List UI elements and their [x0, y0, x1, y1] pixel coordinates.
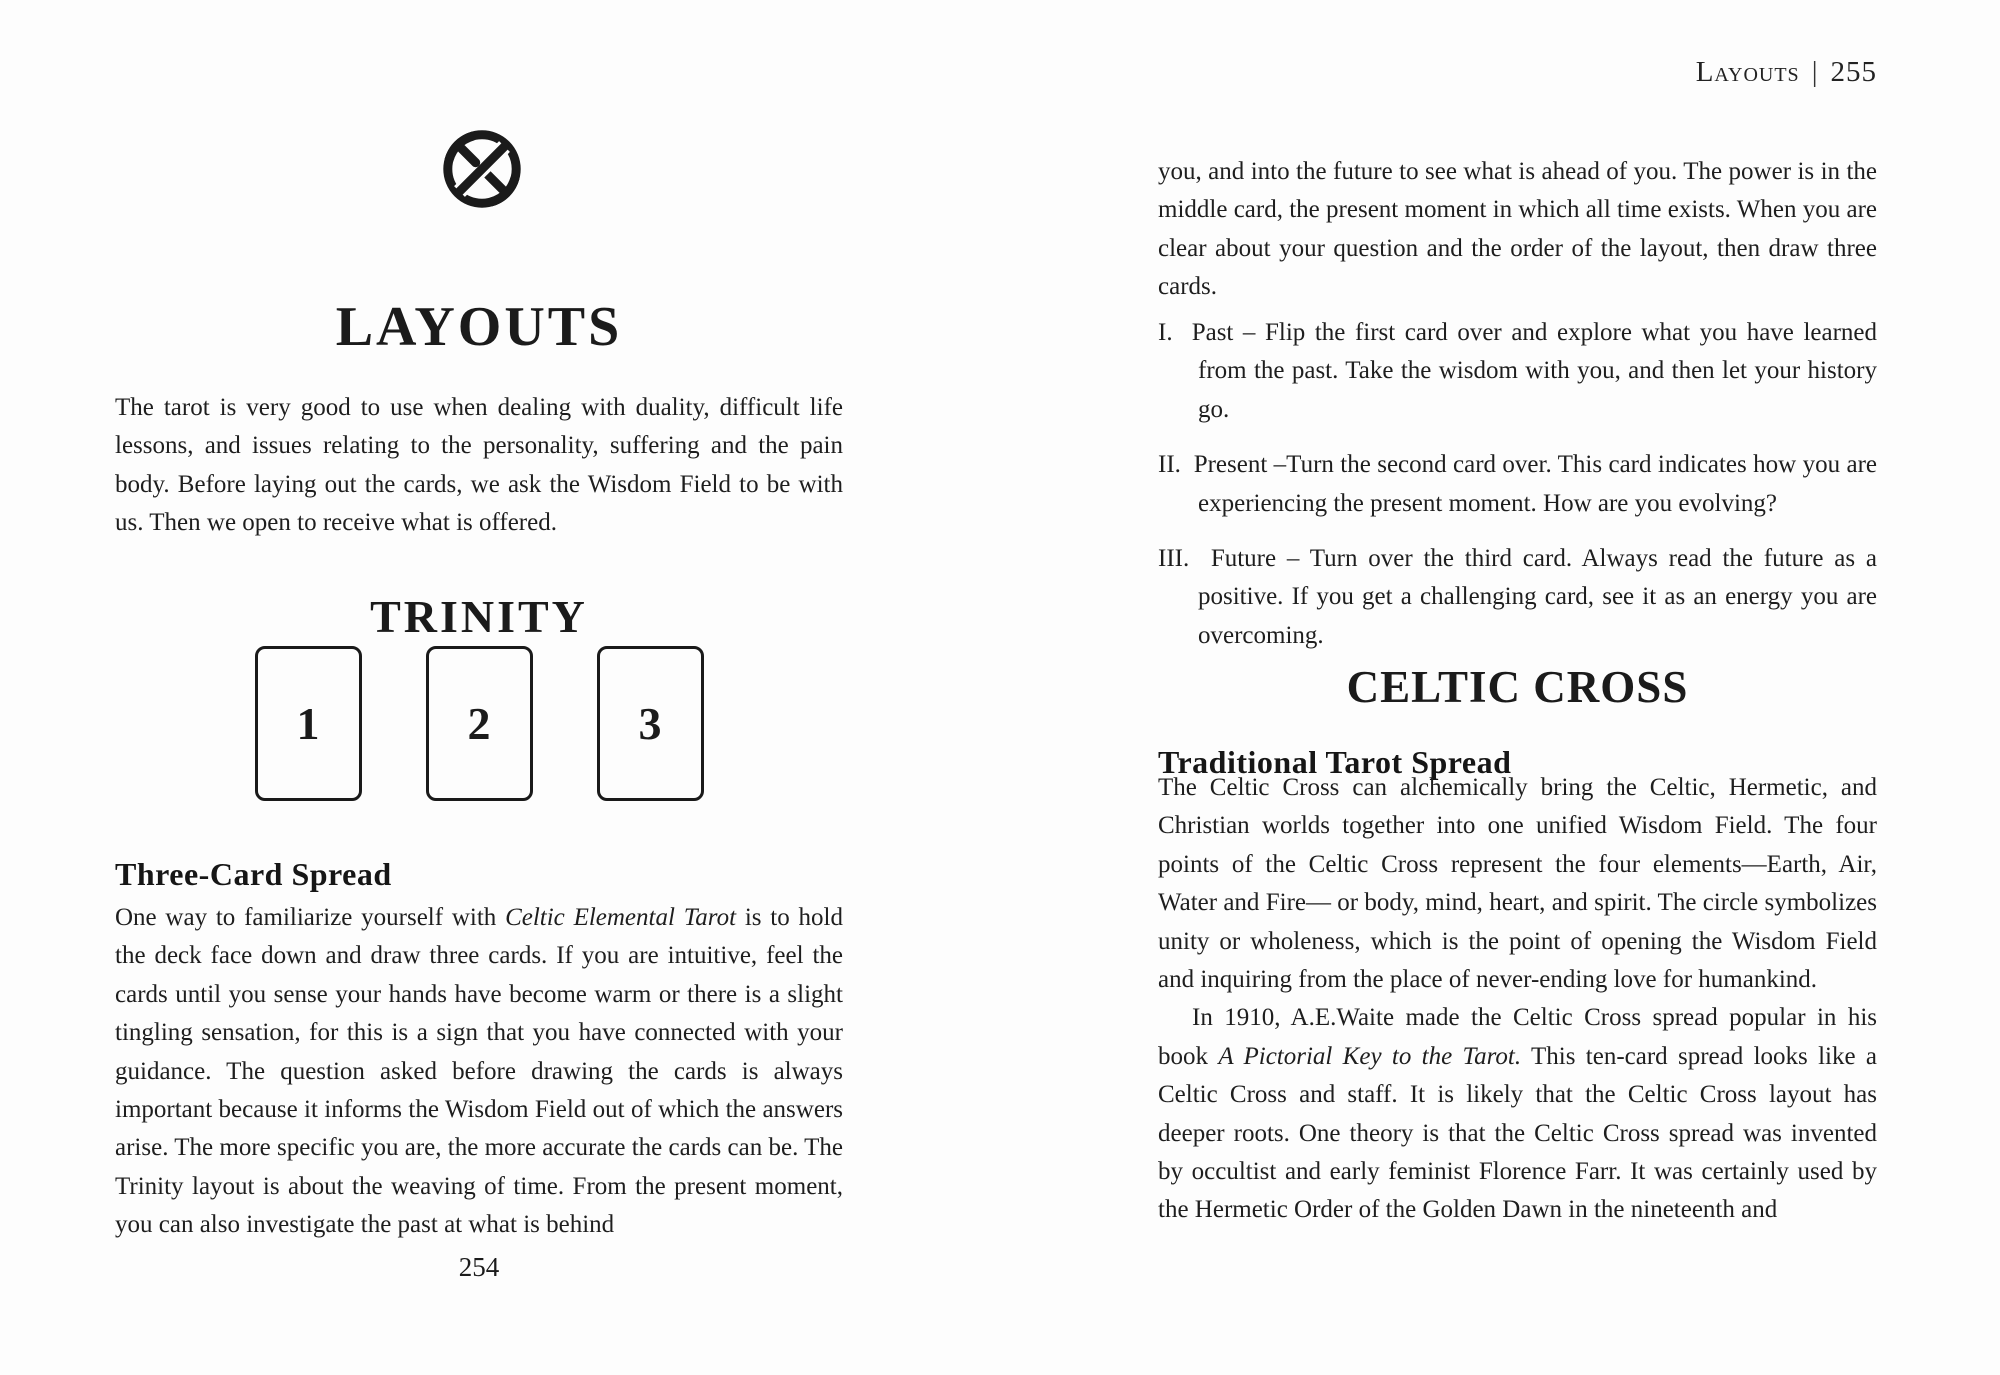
three-card-spread-subheading: Three-Card Spread — [115, 856, 392, 892]
celtic-cross-paragraph-1: The Celtic Cross can alchemically bring the Celtic, Hermetic, and Christian worlds together into one unified Wisdom Field. The four points of the Celtic Cross represent the four elements—Earth, Air, Water and Fire— or body, mind, heart, and spirit. The circle symbolizes unity or wholeness, which is the point of opening the Wisdom Field and inquiring from the place of never-ending love for humankind. — [1158, 774, 1877, 994]
chapter-title: LAYOUTS — [335, 295, 623, 358]
page-number-right: 255 — [1830, 56, 1877, 88]
list-item-future — [1158, 540, 1877, 655]
celtic-cross-heading: CELTIC CROSS — [1346, 662, 1689, 713]
page-number-left: 254 — [458, 1252, 500, 1282]
card-position-3 — [597, 646, 704, 801]
card-number: 1 — [296, 698, 320, 749]
list-text: Past – Flip the first card over and explore what you have learned from the past. Take the wisdom with you, and then let your history go. — [1191, 319, 1878, 423]
list-text: Future – Turn over the third card. Always read the future as a positive. If you get a challenging card, see it as an energy you are overcoming. — [1198, 545, 1877, 649]
list-numeral: I. — [1158, 319, 1173, 346]
card-position-2 — [426, 646, 533, 801]
continued-paragraph: you, and into the future to see what is ahead of you. The power is in the middle card, the present moment in which all time exists. When you are clear about your question and the order of the layout, then draw three cards. — [1158, 158, 1877, 301]
celtic-knot-icon — [437, 122, 527, 216]
list-text: Present –Turn the second card over. This card indicates how you are experiencing the present moment. How are you evolving? — [1193, 451, 1877, 517]
card-position-1 — [255, 646, 362, 801]
trinity-card-diagram — [115, 646, 843, 801]
running-head-title: Layouts — [1695, 56, 1800, 88]
card-number: 3 — [638, 698, 662, 749]
list-item-past — [1158, 314, 1877, 429]
trinity-heading: TRINITY — [370, 591, 588, 643]
running-head — [1158, 56, 1877, 89]
traditional-tarot-spread-subheading: Traditional Tarot Spread — [1158, 744, 1512, 780]
celtic-cross-paragraph-2: In 1910, A.E.Waite made the Celtic Cross spread popular in his book A Pictorial Key to the Tarot. This ten-card spread looks like a Celtic Cross and staff. It is likely that the Celtic Cross layout has deeper roots. One theory is that the Celtic Cross spread was invented by occultist and early feminist Florence Farr. It was certainly used by the Hermetic Order of the Golden Dawn in the nineteenth and — [1158, 1004, 1877, 1224]
three-card-spread-paragraph: One way to familiarize yourself with Celtic Elemental Tarot is to hold the deck face down and draw three cards. If you are intuitive, feel the cards until you sense your hands have become warm or there is a slight tingling sensation, for this is a sign that you have connected with your guidance. The question asked before drawing the cards is always important because it informs the Wisdom Field out of which the answers arise. The more specific you are, the more accurate the cards can be. The Trinity layout is about the weaving of time. From the present moment, you can also investigate the past at what is behind — [115, 904, 843, 1239]
trinity-steps-list — [1158, 314, 1877, 672]
card-number: 2 — [467, 698, 491, 749]
celtic-cross-paragraphs — [1158, 769, 1877, 1230]
list-item-present — [1158, 446, 1877, 523]
list-numeral: III. — [1158, 545, 1190, 573]
chapter-intro-paragraph: The tarot is very good to use when dealing with duality, difficult life lessons, and issues relating to the personality, suffering and the pain body. Before laying out the cards, we ask the Wisdom Field to be with us. Then we open to receive what is offered. — [115, 394, 843, 537]
running-head-separator: | — [1811, 56, 1819, 88]
list-numeral: II. — [1158, 451, 1181, 479]
